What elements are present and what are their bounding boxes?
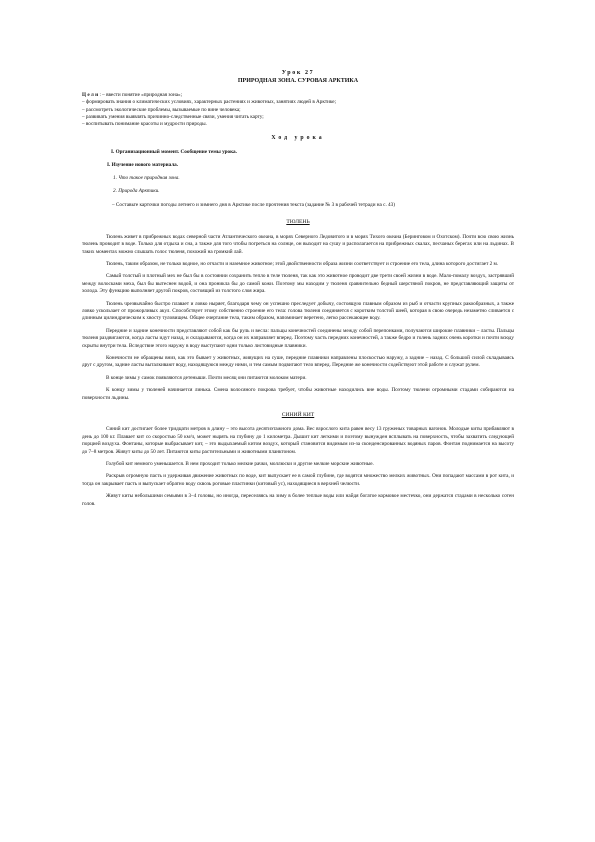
goals-label: Цели bbox=[82, 91, 100, 98]
goal-item: – воспитывать понимание красоты и мудрости природы. bbox=[82, 121, 207, 128]
subitem-1: 1. Что такое природная зона. bbox=[113, 175, 180, 182]
stage-1: I. Организационный момент. Сообщение темы урока. bbox=[111, 149, 237, 156]
paragraph: Конечности не обращены вниз, как это бывает у животных, живущих на суше, передние плавники направлены плоскостью наружу, а задние – назад. С большой силой складываясь друг с другом, задние ласты выталкивают воду, находящуюся между ними, и тем самым подвигают тело вперед. Передние же конечности содействуют этой работе и служат рулем. bbox=[82, 354, 514, 369]
paragraph: Тюлень чрезвычайно быстро плавает и ловко ныряет, благодаря чему он успешно преследует добычу, состоящую главным образом из рыб и отчасти крупных ракообразных, а также ловко ускользает от прожорливых акул. Способствует этому собственно строение его тела: голова тюленя соединяется с коротким толстой шеей, которая в свою очередь незаметно сливается с длинным цилиндрическим к хвосту туловищем. Общее очертание тела, таким образом, напоминает веретено, легко рассекающее воду. bbox=[82, 300, 514, 322]
course-heading: Ход урока bbox=[271, 134, 325, 141]
paragraph: Тюлень живет в прибрежных водах северной части Атлантического океана, в морях Северного Ледовитого и в морях Тихого океана (Беринговом и Охотском). Почти всю свою жизнь тюлень проводит в воде. Только для отдыха и сна, а также для того чтобы погреться на солнце, он выходит на сушу и располагается на прибрежных скалах, песчаных берегах или на льдинах. В таких моментах можно слышать голос тюленя, похожий на громкий лай. bbox=[82, 233, 514, 255]
paragraph: Раскрыв огромную пасть и удерживая движение животных по воде, кит выпускает ее в самой глубине, где водятся множество мелких животных. Они попадают массами в рот кита, и тогда он закрывает пасть и выпускает обратно воду сквозь роговые пластинки (китовый ус), находящиеся в верхней челюсти. bbox=[82, 473, 514, 487]
paragraph: Передние и задние конечности представляют собой как бы руль и весла: пальцы конечностей соединены между собой перепонками, получаются широкие плавники – ласты. Пальцы тюленя раздвигаются, когда ласты идут назад, и складываются, когда он их направляет вперед. Поэтому часть передних конечностей, а также бедро и голень задних очень коротки и почти всюду скрыты внутри тела. Вследствие этого наружу в воду выступают одни только листовидные плавники. bbox=[82, 327, 514, 349]
goal-item: – развивать умения выявлять причинно-следственные связи, умения читать карту; bbox=[82, 114, 264, 121]
stage-2: I. Изучение нового материала. bbox=[107, 161, 179, 168]
paragraph: К концу зимы у тюленей начинается линька. Смена волосяного покрова требует, чтобы животные находились вне воды. Поэтому тюлени огромными стадами собираются на поверхности льдины. bbox=[82, 387, 514, 401]
paragraph: Живут киты небольшими семьями в 3–4 головы, но иногда, переселяясь на зиму в более теплые воды или найдя богатое кормовое местечко, они держатся стадами в несколько сотен голов. bbox=[82, 493, 514, 507]
paragraph: Голубой кит немного уменьшается. В нем проходит только мелкие рачки, моллюски и другие мелкие морские животные. bbox=[106, 461, 374, 468]
lesson-topic: ПРИРОДНАЯ ЗОНА. СУРОВАЯ АРКТИКА bbox=[237, 78, 359, 85]
task-text: – Составьте карточки погоды летнего и зимнего дня в Арктике после прочтения текста (задание № 3 в рабочей тетради на с. 43) bbox=[112, 201, 395, 208]
subitem-2: 2. Природа Арктики. bbox=[113, 188, 160, 195]
goals-first-item: : – ввести понятие «природная зона»; bbox=[99, 91, 183, 98]
lesson-number: Урок 27 bbox=[281, 70, 315, 76]
paragraph: Синий кит достигает более тридцати метров в длину – это высота десятиэтажного дома. Вес взрослого кита равен весу 13 груженых товарных вагонов. Молодые киты прибавляют в день до 100 кг. Плавает кит со скоростью 50 км/ч, может нырять на глубину до 1 километра. Дышит кит легкими и поэтому вынужден всплывать на поверхность, чтобы захватить следующей порцией воздуха. Фонтаны, которые выбрасывает кит, – это выдыхаемый китом воздух, который становится видимым из-за сконденсированных водяных паров. Фонтан поднимается на высоту до 7–8 метров. Живут киты до 50 лет. Питаются киты растительными и животными планктоном. bbox=[82, 426, 514, 455]
goal-item: – формировать знания о климатических условиях, характерных растениях и животных, занятиях людей в Арктике; bbox=[82, 99, 337, 106]
paragraph: Самый толстый и плотный мех не был бы в состоянии сохранить тепло в теле тюленя, так как это животное проводит две трети своей жизни в воде. Мало-помалу воздух, застрявший между волосками меха, был бы вытеснен водой, и она проникла бы до самой кожи. Поэтому мы находим у тюленя сравнительно бедный шерстяной покров, не представляющий защиты от холода. Эту функцию выполняет другой покров, состоящий из толстого слоя жира. bbox=[82, 273, 514, 295]
section-title-blue-whale: СИНИЙ КИТ bbox=[281, 412, 315, 418]
paragraph: В конце зимы у самок появляются детеныши. Почти месяц они питаются молоком матери. bbox=[106, 374, 307, 381]
paragraph: Тюлень, таким образом, не только водное, но отчасти и наземное животное; этой двойственности образа жизни соответствует и строение его тела, длина которого достигает 2 м. bbox=[106, 260, 499, 267]
goal-item: – рассмотреть экологические проблемы, вызываемые по вине человека; bbox=[82, 106, 241, 113]
section-title-seal: ТЮЛЕНЬ bbox=[286, 219, 310, 226]
